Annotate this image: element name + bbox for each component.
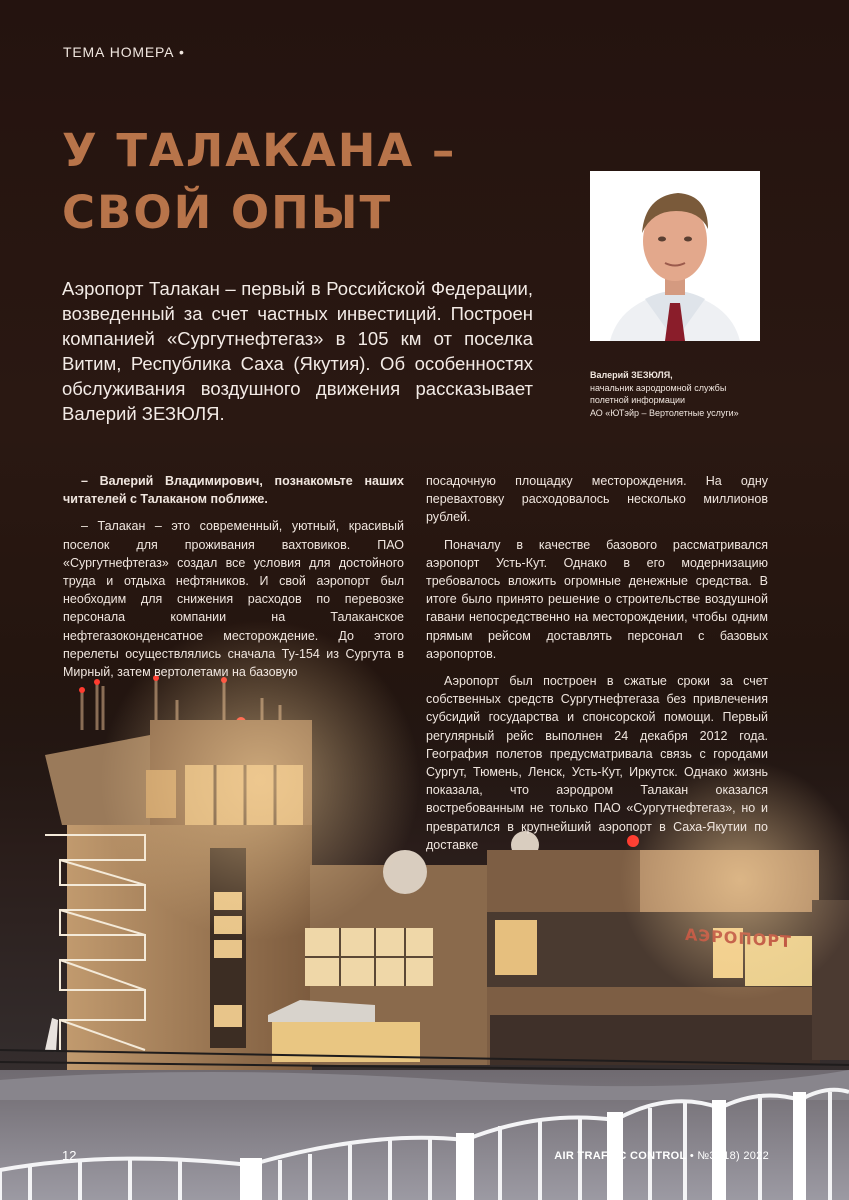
caption-role-3: АО «ЮТэйр – Вертолетные услуги» — [590, 407, 739, 418]
caption-role-2: полетной информации — [590, 395, 686, 405]
title-line-2: СВОЙ ОПЫТ — [62, 186, 393, 239]
interviewee-portrait — [590, 171, 760, 341]
title-line-1: У ТАЛАКАНА – — [62, 124, 457, 177]
caption-role-1: начальник аэродромной службы — [590, 382, 727, 393]
issue-number: • №3 (18) 2022 — [689, 1150, 769, 1162]
interview-answer-1-continued: посадочную площадку месторождения. На одну перевахтовку расходовалось несколько миллионов рублей. — [426, 474, 768, 525]
page-number: 12 — [62, 1148, 77, 1163]
magazine-brand: AIR TRAFFIC CONTROL — [554, 1150, 687, 1162]
article-column-left — [63, 472, 404, 680]
section-label: ТЕМА НОМЕРА • — [63, 44, 185, 60]
interview-answer-2: Поначалу в качестве базового рассматривался аэропорт Усть-Кут. Однако в его модернизацию требовалось вложить огромные денежные средства. В итоге было принято решение о строительстве воздушной гавани непосредственно на месторождении, чтобы одним прямым рейсом доставлять персонал с базовых аэропортов. — [426, 537, 768, 661]
portrait-caption — [590, 369, 790, 419]
magazine-footer — [554, 1150, 769, 1162]
portrait-illustration — [590, 171, 760, 341]
interview-answer-1: – Талакан – это современный, уютный, красивый поселок для проживания вахтовиков. ПАО «Сургутнефтегаз» создал все условия для достойного труда и отдыха нефтяников. И свой аэропорт был необходим для снижения расходов по перевозке персонала компании на Талаканское нефтегазоконденсатное месторождение. До этого перелеты осуществлялись сначала Ту-154 из Сургута в Мирный, затем вертолетами на базовую — [63, 519, 404, 680]
interview-answer-3: Аэропорт был построен в сжатые сроки за счет собственных средств Сургутнефтегаза без привлечения субсидий государства и спонсорской помощи. Первый регулярный рейс выполнен 24 декабря 2012 года. География полетов предусматривала связь с городами Сургут, Тюмень, Ленск, Усть-Кут, Иркутск. Однако жизнь показала, что аэродром Талакан оказался востребованным не только ПАО «Сургутнефтегаз», но и превратился в крупнейший аэропорт в Саха-Якутии по доставке — [426, 674, 768, 852]
caption-name: Валерий ЗЕЗЮЛЯ, — [590, 370, 673, 380]
interview-question: – Валерий Владимирович, познакомьте наших читателей с Талаканом поближе. — [63, 474, 404, 507]
article-lead: Аэропорт Талакан – первый в Российской Федерации, возведенный за счет частных инвестиций. Построен компанией «Сургутнефтегаз» в 105 км от поселка Витим, Республика Саха (Якутия). Об особенностях обслуживания воздушного движения рассказывает Валерий ЗЕЗЮЛЯ. — [62, 278, 533, 424]
article-column-right — [426, 472, 768, 854]
article-title — [62, 120, 456, 244]
